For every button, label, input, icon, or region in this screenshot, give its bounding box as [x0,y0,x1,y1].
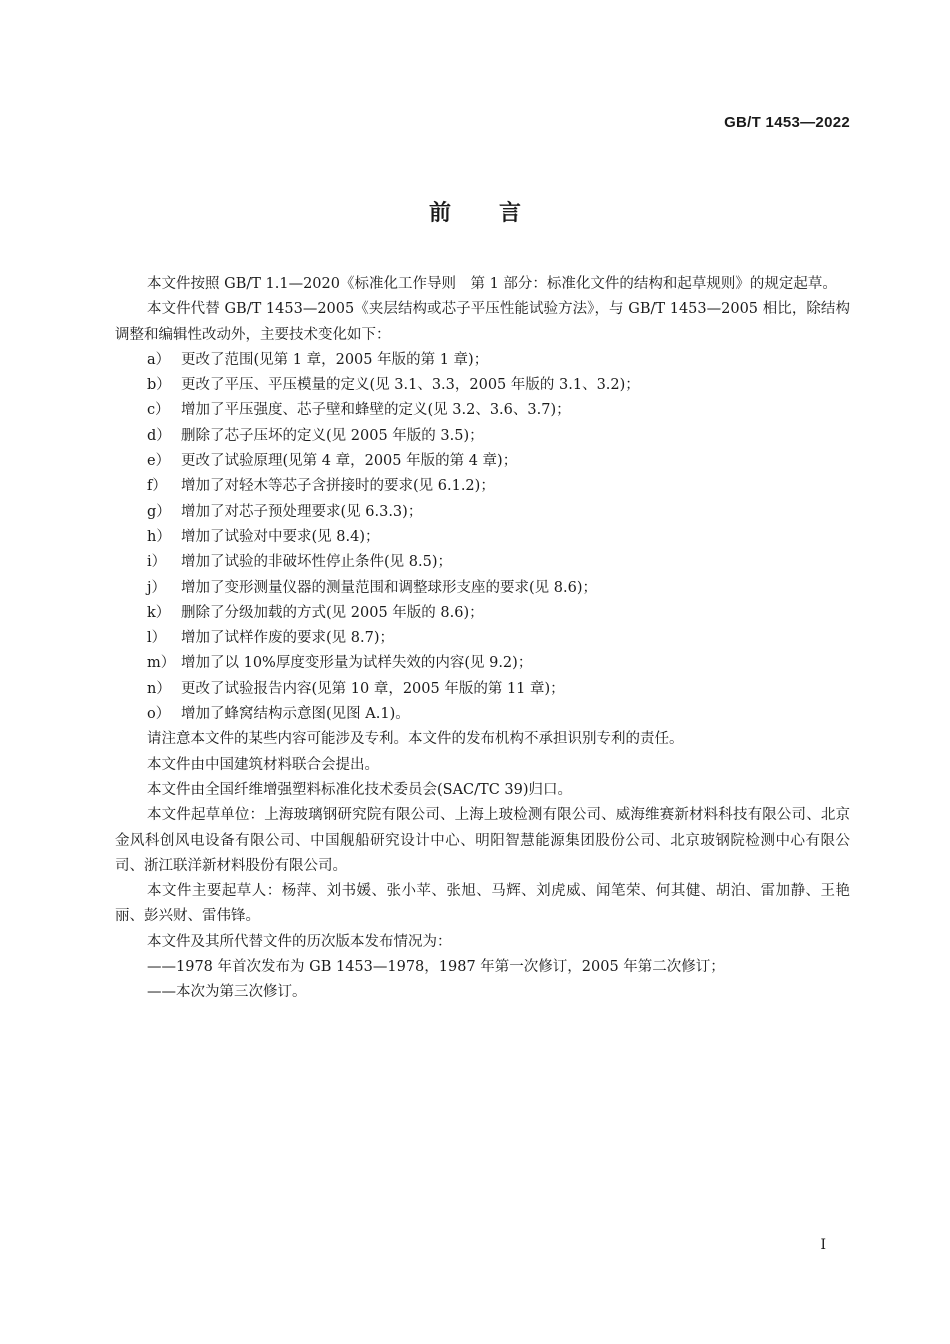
list-item [115,576,850,601]
list-item [115,626,850,651]
paragraph-history-intro: 本文件及其所代替文件的历次版本发布情况为： [147,933,452,950]
list-item-label: c） [147,402,170,419]
list-item-text: 更改了范围(见第 1 章，2005 年版的第 1 章)； [181,351,489,368]
list-item [115,550,850,575]
list-item-label: i） [147,554,167,571]
changes-list [115,348,850,727]
list-item [115,449,850,474]
paragraph-history-item: ——本次为第三次修订。 [147,984,307,1001]
document-code: GB/T 1453—2022 [724,114,850,131]
list-item-text: 增加了试验对中要求(见 8.4)； [181,528,380,545]
paragraph-patent-notice: 请注意本文件的某些内容可能涉及专利。本文件的发布机构不承担识别专利的责任。 [147,731,684,748]
list-item-text: 增加了对轻木等芯子含拼接时的要求(见 6.1.2)； [181,478,495,495]
list-item-text: 更改了试验原理(见第 4 章，2005 年版的第 4 章)； [181,453,518,470]
list-item-text: 增加了蜂窝结构示意图(见图 A.1)。 [181,706,410,723]
list-item [115,424,850,449]
list-item-text: 更改了试验报告内容(见第 10 章，2005 年版的第 11 章)； [181,680,565,697]
list-item-label: n） [147,680,171,697]
list-item [115,702,850,727]
paragraph-centralized-by: 本文件由全国纤维增强塑料标准化技术委员会(SAC/TC 39)归口。 [147,781,573,798]
list-item-text: 增加了试样作废的要求(见 8.7)； [181,630,394,647]
list-item-label: b） [147,377,171,394]
list-item [115,398,850,423]
paragraph-history-item: ——1978 年首次发布为 GB 1453—1978，1987 年第一次修订，2005 年第二次修订； [147,959,725,976]
list-item-label: h） [147,528,171,545]
list-item-text: 增加了以 10%厚度变形量为试样失效的内容(见 9.2)； [181,655,533,672]
paragraph-drafting-rules: 本文件按照 GB/T 1.1—2020《标准化工作导则 第 1 部分：标准化文件的结构和起草规则》的规定起草。 [147,276,837,292]
paragraph-replaces: 本文件代替 GB/T 1453—2005《夹层结构或芯子平压性能试验方法》，与 GB/T 1453—2005 相比，除结构调整和编辑性改动外，主要技术变化如下： [115,301,850,343]
list-item-label: e） [147,453,171,470]
page-title: 前言 [428,200,569,226]
list-item-label: d） [147,427,171,444]
list-item-label: g） [147,503,171,520]
paragraph-drafting-units: 本文件起草单位：上海玻璃钢研究院有限公司、上海上玻检测有限公司、威海维赛新材料科技有限公司、北京金风科创风电设备有限公司、中国舰船研究设计中心、明阳智慧能源集团股份公司、北京玻钢院检测中心有限公司、浙江联洋新材料股份有限公司。 [115,807,850,874]
list-item [115,348,850,373]
list-item-label: m） [147,655,176,672]
list-item [115,677,850,702]
page-number: I [820,1237,826,1253]
list-item-label: j） [147,579,166,596]
list-item-text: 增加了变形测量仪器的测量范围和调整球形支座的要求(见 8.6)； [181,579,597,596]
list-item [115,525,850,550]
paragraph-drafters: 本文件主要起草人：杨萍、刘书媛、张小苹、张旭、马辉、刘虎威、闻笔荣、何其健、胡泊、雷加静、王艳丽、彭兴财、雷伟锋。 [115,883,850,925]
list-item-label: k） [147,604,171,621]
list-item-text: 增加了试验的非破坏性停止条件(见 8.5)； [181,554,452,571]
list-item-label: f） [147,478,167,495]
list-item [115,500,850,525]
list-item-text: 增加了平压强度、芯子壁和蜂壁的定义(见 3.2、3.6、3.7)； [181,402,571,419]
list-item-label: o） [147,706,171,723]
list-item [115,373,850,398]
list-item-label: l） [147,630,167,647]
list-item [115,651,850,676]
list-item-text: 删除了分级加载的方式(见 2005 年版的 8.6)； [181,604,484,621]
list-item-text: 增加了对芯子预处理要求(见 6.3.3)； [181,503,423,520]
list-item-label: a） [147,351,171,368]
preface-body [115,272,850,1006]
list-item [115,601,850,626]
list-item [115,474,850,499]
list-item-text: 更改了平压、平压模量的定义(见 3.1、3.3，2005 年版的 3.1、3.2)； [181,377,640,394]
list-item-text: 删除了芯子压坏的定义(见 2005 年版的 3.5)； [181,427,484,444]
paragraph-proposed-by: 本文件由中国建筑材料联合会提出。 [147,756,379,773]
